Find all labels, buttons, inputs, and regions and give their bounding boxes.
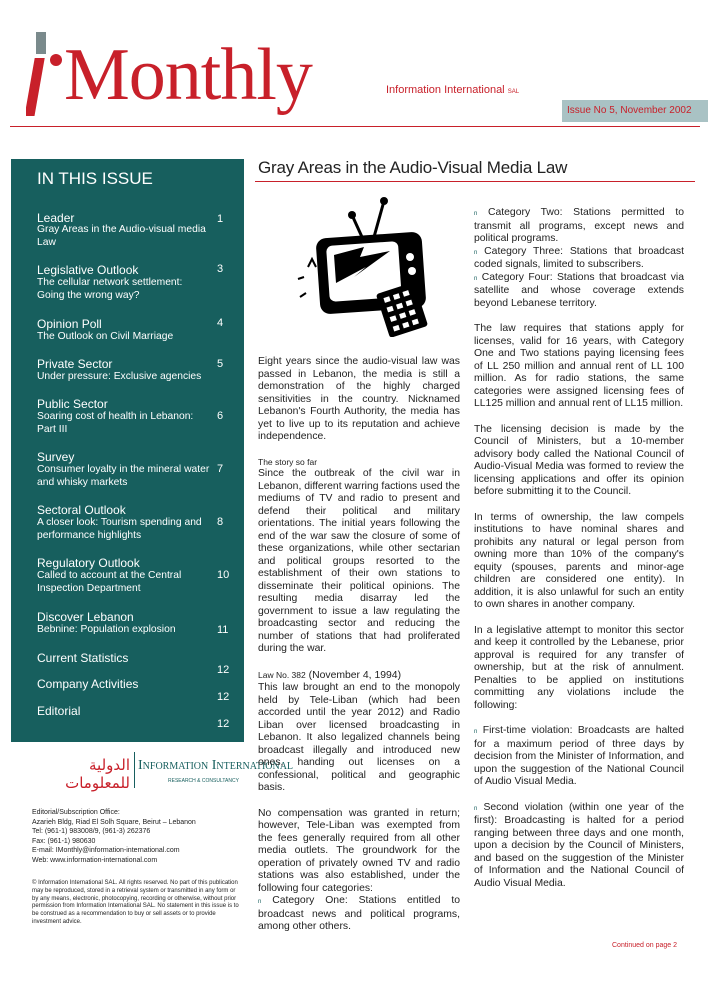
publisher-logo-tagline: RESEARCH & CONSULTANCY bbox=[168, 778, 239, 784]
toc-title[interactable]: Called to account at the Central Inspection Department bbox=[37, 570, 182, 594]
masthead-rule bbox=[10, 126, 700, 127]
toc-title[interactable]: The cellular network settlement: Going the wrong way? bbox=[37, 277, 183, 301]
contents-sidebar bbox=[11, 159, 244, 742]
article-intro: Eight years since the audio-visual law was passed in Lebanon, the media is still a demonstration of the highly charged sensitivities in the country. Nicknamed Lebanon's Fourth Authority, the media has yet to live up to its reputation and achieve independence. bbox=[258, 356, 460, 442]
publisher-suffix: SAL bbox=[507, 89, 520, 95]
toc-section-company[interactable]: Company Activities bbox=[37, 677, 139, 691]
article-paragraph: Since the outbreak of the civil war in Lebanon, different warring factions used the mediums of TV and radio to present and defend their political and military orientations. The initial years following the end of the war saw the closure of some of these organizations, while other sectarian and political groups resorted to the establishment of their own stations to disseminate their political opinions. The resulting media disarray led the government to issue a law regulating the broadcasting sector and reducing the number of stations that had proliferated during the war. bbox=[258, 468, 460, 654]
publisher-logo-english: Information International bbox=[138, 758, 294, 773]
bullet-marker: n bbox=[474, 249, 478, 256]
toc-section-private[interactable]: Private Sector bbox=[37, 357, 113, 371]
subhead-law: Law No. 382 bbox=[258, 669, 306, 680]
contact-address: Azarieh Bldg, Riad El Solh Square, Beirut – Lebanon bbox=[32, 818, 196, 826]
violation-second: Second violation (within one year of the first): Broadcasting is halted for a period ranging between three days and one month, upon a decision by the Council of Ministers, and based on the suggestion of the Minister of Information and the National Council of Audio Visual Media. bbox=[474, 801, 684, 889]
toc-section-opinion[interactable]: Opinion Poll bbox=[37, 317, 102, 331]
continued-link[interactable]: Continued on page 2 bbox=[612, 942, 677, 949]
article-column-left bbox=[258, 356, 460, 934]
law-date: (November 4, 1994) bbox=[308, 669, 402, 681]
toc-section-regulatory[interactable]: Regulatory Outlook bbox=[37, 556, 140, 570]
toc-page: 3 bbox=[217, 263, 224, 275]
category-one: Category One: Stations entitled to broadcast news and political programs, among other others. bbox=[258, 895, 461, 932]
category-four: Category Four: Stations that broadcast via satellite and whose coverage extends beyond Lebanese territory. bbox=[474, 271, 685, 309]
toc-title[interactable]: Under pressure: Exclusive agencies bbox=[37, 371, 202, 382]
article-paragraph: The law requires that stations apply for licenses, valid for 16 years, with Category One and Two stations paying licensing fees of LL 250 million and annual rent of LL 100 million. As for radio stations, the same categories were assigned licensing fees of LL125 million and annual rent of LL15 million. bbox=[474, 323, 684, 409]
toc-section-statistics[interactable]: Current Statistics bbox=[37, 651, 129, 665]
publisher-label: Information International bbox=[386, 84, 505, 96]
toc-section-survey[interactable]: Survey bbox=[37, 450, 75, 464]
toc-section-leader[interactable]: Leader bbox=[37, 211, 75, 225]
contact-heading: Editorial/Subscription Office: bbox=[32, 809, 120, 816]
toc-page: 1 bbox=[217, 213, 224, 225]
toc-page: 12 bbox=[217, 664, 230, 676]
toc-section-discover[interactable]: Discover Lebanon bbox=[37, 610, 134, 624]
toc-page: 8 bbox=[217, 516, 224, 528]
publisher-name bbox=[386, 84, 519, 96]
article-paragraph: In a legislative attempt to monitor this sector and keep it controlled by the Lebanese, prior approval is required for any transfer of ownership, but at the risk of annulment. Penalties to be applied on institutions committing any violations include the following: bbox=[474, 624, 684, 711]
publisher-logo-arabic: الدولية للمعلومات bbox=[65, 756, 130, 792]
toc-page: 12 bbox=[217, 718, 230, 730]
category-two: Category Two: Stations permitted to transmit all programs, except news and political programs. bbox=[474, 207, 684, 244]
article-paragraph: This law brought an end to the monopoly held by Tele-Liban (which had been accorded until the year 2012) and Radio Liban over licensed broadcasting in Lebanon. It also legalized channels being broadcast illegally and introduced new ones, handing out licenses on a confessional, political and geographic basis. bbox=[258, 682, 460, 793]
toc-page: 7 bbox=[217, 463, 224, 475]
toc-page: 12 bbox=[217, 691, 230, 703]
toc-title[interactable]: Soaring cost of health in Lebanon: Part III bbox=[37, 411, 194, 435]
bullet-marker: n bbox=[258, 899, 262, 905]
bullet-marker: n bbox=[474, 275, 478, 282]
publisher-logo bbox=[40, 752, 294, 792]
toc-section-legislative[interactable]: Legislative Outlook bbox=[37, 263, 139, 277]
bullet-marker: n bbox=[474, 211, 478, 217]
toc-title[interactable]: The Outlook on Civil Marriage bbox=[37, 331, 174, 342]
article-title-rule bbox=[255, 181, 695, 182]
article-paragraph: No compensation was granted in return; however, Tele-Liban was exempted from the fees generally required from all other media outlets. The groundwork for the operation of privately owned TV and radio stations was also established, under the following four categories: bbox=[258, 807, 460, 894]
contact-email[interactable]: E-mail: IMonthly@information-international.com bbox=[32, 847, 180, 855]
toc-title[interactable]: Bebnine: Population explosion bbox=[37, 624, 176, 635]
bullet-marker: n bbox=[474, 729, 478, 735]
toc-section-editorial[interactable]: Editorial bbox=[37, 704, 81, 718]
copyright-notice: © Information International SAL. All rights reserved. No part of this publication may be reproduced, stored in a retrieval system or transmitted in any form or by any means, electronic, photocopying, recording or otherwise, without prior permission from Information International SAL. No statement in this issue is to be construed as a recommendation to buy or sell assets or to provide investment advice. bbox=[32, 880, 239, 925]
contact-web[interactable]: Web: www.information-international.com bbox=[32, 856, 158, 864]
bullet-marker: n bbox=[474, 805, 478, 812]
article-paragraph: The licensing decision is made by the Council of Ministers, but a 10-member advisory body called the National Council of Audio-Visual Media was formed to review the licensing applications and offer its opinion before submitting it to the Council. bbox=[474, 423, 684, 497]
tv-and-remote-illustration bbox=[294, 197, 444, 337]
logo-i-mark bbox=[26, 28, 68, 128]
article-column-right bbox=[474, 207, 684, 890]
toc-title[interactable]: A closer look: Tourism spending and performance highlights bbox=[37, 517, 202, 541]
violation-first: First-time violation: Broadcasts are halted for a maximum period of three days by decision from the Minister of Information, and upon the suggestion of the National Council of Audio Visual Media. bbox=[474, 725, 685, 787]
logo-divider bbox=[134, 752, 135, 788]
sidebar-heading: IN THIS ISSUE bbox=[37, 169, 153, 188]
toc-page: 11 bbox=[217, 624, 229, 636]
subhead-story: The story so far bbox=[258, 456, 318, 467]
toc-title[interactable]: Gray Areas in the Audio-visual media Law bbox=[37, 224, 206, 248]
article-paragraph: In terms of ownership, the law compels institutions to have nominal shares and prohibits any natural or legal person from owning more than 10% of the company's equity (spouses, parents and minor-age children are considered one entity). In addition, it is also unlawful for such an entity to own shares in another company. bbox=[474, 511, 684, 610]
contact-block bbox=[32, 808, 242, 866]
toc-section-sectoral[interactable]: Sectoral Outlook bbox=[37, 503, 126, 517]
toc-section-public[interactable]: Public Sector bbox=[37, 397, 108, 411]
category-three: Category Three: Stations that broadcast coded signals, limited to subscribers. bbox=[474, 245, 684, 270]
article-title: Gray Areas in the Audio-Visual Media Law bbox=[258, 158, 568, 177]
toc-page: 5 bbox=[217, 358, 224, 370]
logo-wordmark: Monthly bbox=[64, 34, 312, 116]
toc-title[interactable]: Consumer loyalty in the mineral water and whisky markets bbox=[37, 464, 210, 488]
contact-fax: Fax: (961-1) 980630 bbox=[32, 837, 96, 845]
issue-label: Issue No 5, November 2002 bbox=[567, 105, 692, 116]
toc-page: 6 bbox=[217, 410, 224, 422]
toc-page: 10 bbox=[217, 569, 230, 581]
toc-page: 4 bbox=[217, 317, 224, 329]
contact-tel: Tel: (961-1) 983008/9, (961-3) 262376 bbox=[32, 828, 151, 836]
